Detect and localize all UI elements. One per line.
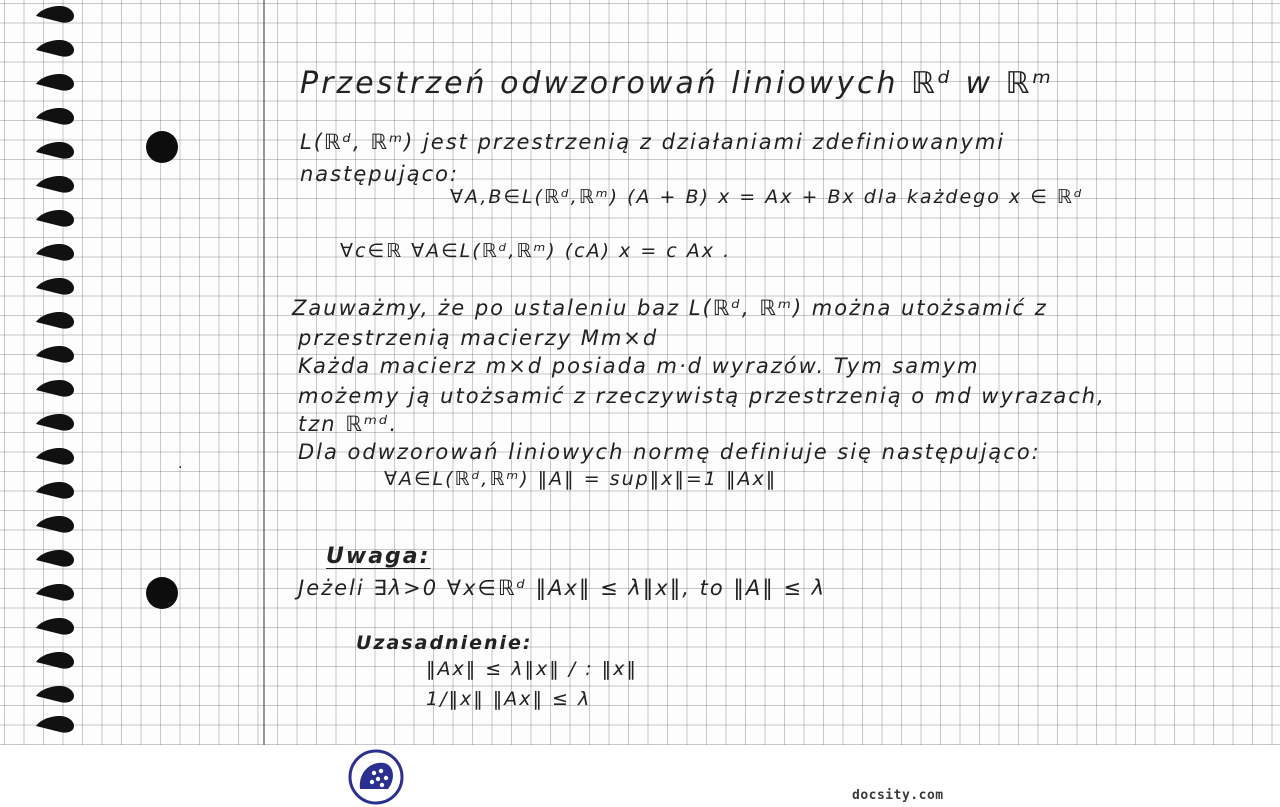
remark-label: Uwaga:: [326, 544, 431, 569]
formula-line: ‖Ax‖ ≤ λ‖x‖ / : ‖x‖: [426, 658, 638, 680]
note-line: przestrzenią macierzy Mm×d: [298, 326, 659, 350]
punch-hole: [146, 577, 178, 609]
formula-line: ∀A∈L(ℝᵈ,ℝᵐ) ‖A‖ = sup‖x‖=1 ‖Ax‖: [384, 468, 778, 490]
formula-line: 1/‖x‖ ‖Ax‖ ≤ λ: [426, 688, 592, 710]
spiral-binding: [0, 0, 80, 745]
formula-line: ∀c∈ℝ ∀A∈L(ℝᵈ,ℝᵐ) (cA) x = c Ax .: [340, 240, 732, 262]
justification-label: Uzasadnienie:: [356, 632, 533, 654]
docsity-logo-icon: [348, 749, 404, 805]
margin-line: [263, 0, 265, 745]
pen-mark: ·: [178, 460, 183, 476]
note-line: tzn ℝᵐᵈ.: [298, 412, 399, 436]
note-line: Każda macierz m×d posiada m·d wyrazów. Tym samym: [298, 354, 980, 378]
punch-hole: [146, 131, 178, 163]
note-line: możemy ją utożsamić z rzeczywistą przestrzenią o md wyrazach,: [298, 384, 1106, 408]
formula-line: ∀A,B∈L(ℝᵈ,ℝᵐ) (A + B) x = Ax + Bx dla każdego x ∈ ℝᵈ: [450, 186, 1084, 208]
note-line: Dla odwzorowań liniowych normę definiuje się następująco:: [298, 440, 1041, 464]
note-line: L(ℝᵈ, ℝᵐ) jest przestrzenią z działaniami zdefiniowanymi: [300, 130, 1006, 154]
note-line: Zauważmy, że po ustaleniu baz L(ℝᵈ, ℝᵐ) można utożsamić z: [292, 296, 1048, 320]
brand-name[interactable]: docsity.com: [852, 788, 944, 803]
remark-statement: Jeżeli ∃λ>0 ∀x∈ℝᵈ ‖Ax‖ ≤ λ‖x‖, to ‖A‖ ≤ λ: [298, 576, 827, 600]
note-line: następująco:: [300, 162, 460, 186]
note-title: Przestrzeń odwzorowań liniowych ℝᵈ w ℝᵐ: [300, 66, 1054, 101]
